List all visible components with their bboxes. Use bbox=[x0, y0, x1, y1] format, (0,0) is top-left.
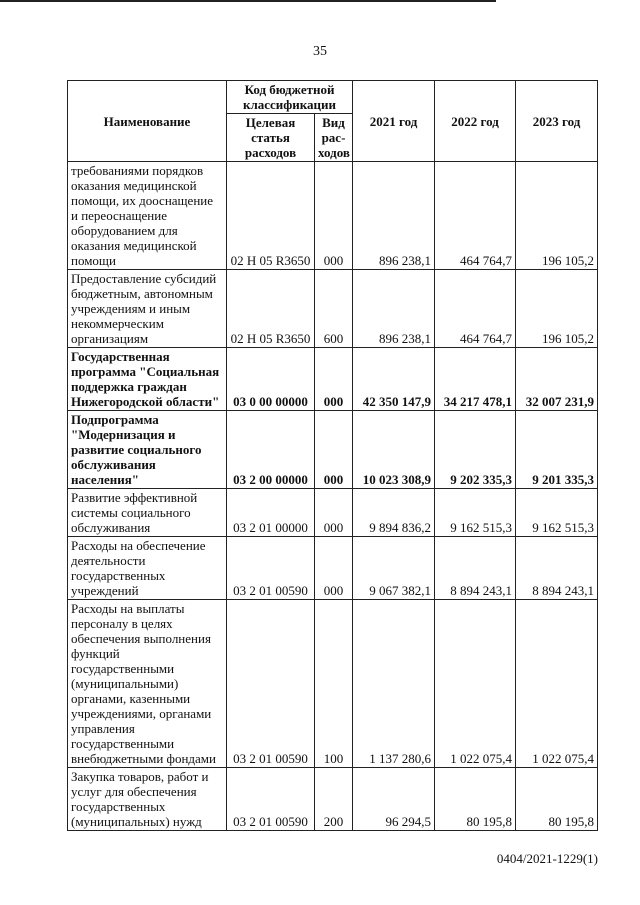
row-expense-type: 000 bbox=[315, 411, 353, 489]
row-value-2022: 1 022 075,4 bbox=[435, 600, 516, 768]
table-row bbox=[68, 768, 598, 831]
table-row bbox=[68, 537, 598, 600]
row-target-code: 03 0 00 00000 bbox=[227, 348, 315, 411]
row-name: Предоставление субсидий бюджетным, автономным учреждениям и иным некоммерческим организациям bbox=[68, 270, 227, 348]
row-target-code: 03 2 00 00000 bbox=[227, 411, 315, 489]
table-row bbox=[68, 162, 598, 270]
row-value-2021: 9 894 836,2 bbox=[353, 489, 435, 537]
row-value-2021: 1 137 280,6 bbox=[353, 600, 435, 768]
row-value-2021: 896 238,1 bbox=[353, 270, 435, 348]
table-row bbox=[68, 270, 598, 348]
row-value-2022: 80 195,8 bbox=[435, 768, 516, 831]
row-expense-type: 000 bbox=[315, 162, 353, 270]
row-name: Закупка товаров, работ и услуг для обеспечения государственных (муниципальных) нужд bbox=[68, 768, 227, 831]
row-target-code: 03 2 01 00590 bbox=[227, 768, 315, 831]
row-target-code: 02 Н 05 R3650 bbox=[227, 162, 315, 270]
table-row bbox=[68, 600, 598, 768]
row-value-2022: 464 764,7 bbox=[435, 162, 516, 270]
row-value-2021: 10 023 308,9 bbox=[353, 411, 435, 489]
row-name: Расходы на выплаты персоналу в целях обеспечения выполнения функций государственными (муниципальными) органами, казенными учреждениями, органами управления государственными внебюджетными фондами bbox=[68, 600, 227, 768]
table-row bbox=[68, 489, 598, 537]
row-value-2023: 32 007 231,9 bbox=[516, 348, 598, 411]
row-value-2022: 9 202 335,3 bbox=[435, 411, 516, 489]
row-target-code: 03 2 01 00000 bbox=[227, 489, 315, 537]
header-expense-type: Вид рас-ходов bbox=[315, 114, 353, 162]
page-number: 35 bbox=[313, 44, 327, 59]
row-value-2021: 896 238,1 bbox=[353, 162, 435, 270]
row-name: Подпрограмма "Модернизация и развитие социального обслуживания населения" bbox=[68, 411, 227, 489]
row-expense-type: 000 bbox=[315, 348, 353, 411]
row-value-2023: 9 162 515,3 bbox=[516, 489, 598, 537]
table-row bbox=[68, 348, 598, 411]
row-target-code: 02 Н 05 R3650 bbox=[227, 270, 315, 348]
row-expense-type: 000 bbox=[315, 537, 353, 600]
row-value-2023: 9 201 335,3 bbox=[516, 411, 598, 489]
row-expense-type: 200 bbox=[315, 768, 353, 831]
header-name: Наименование bbox=[68, 81, 227, 162]
row-value-2022: 8 894 243,1 bbox=[435, 537, 516, 600]
header-2023: 2023 год bbox=[516, 81, 598, 162]
row-name: Расходы на обеспечение деятельности государственных учреждений bbox=[68, 537, 227, 600]
row-value-2023: 80 195,8 bbox=[516, 768, 598, 831]
row-value-2022: 34 217 478,1 bbox=[435, 348, 516, 411]
row-value-2022: 9 162 515,3 bbox=[435, 489, 516, 537]
row-value-2021: 96 294,5 bbox=[353, 768, 435, 831]
row-value-2023: 8 894 243,1 bbox=[516, 537, 598, 600]
row-target-code: 03 2 01 00590 bbox=[227, 537, 315, 600]
header-2021: 2021 год bbox=[353, 81, 435, 162]
header-target-article: Целевая статья расходов bbox=[227, 114, 315, 162]
row-value-2021: 42 350 147,9 bbox=[353, 348, 435, 411]
row-value-2022: 464 764,7 bbox=[435, 270, 516, 348]
row-value-2021: 9 067 382,1 bbox=[353, 537, 435, 600]
row-value-2023: 196 105,2 bbox=[516, 270, 598, 348]
row-value-2023: 1 022 075,4 bbox=[516, 600, 598, 768]
row-name: Развитие эффективной системы социального обслуживания bbox=[68, 489, 227, 537]
row-name: Государственная программа "Социальная поддержка граждан Нижегородской области" bbox=[68, 348, 227, 411]
row-expense-type: 600 bbox=[315, 270, 353, 348]
row-target-code: 03 2 01 00590 bbox=[227, 600, 315, 768]
row-value-2023: 196 105,2 bbox=[516, 162, 598, 270]
header-budget-code: Код бюджетной классификации bbox=[227, 81, 353, 114]
row-expense-type: 000 bbox=[315, 489, 353, 537]
budget-table bbox=[67, 80, 598, 831]
header-2022: 2022 год bbox=[435, 81, 516, 162]
table-row bbox=[68, 411, 598, 489]
row-expense-type: 100 bbox=[315, 600, 353, 768]
top-rule bbox=[0, 0, 496, 2]
document-code: 0404/2021-1229(1) bbox=[496, 851, 598, 866]
row-name: требованиями порядков оказания медицинской помощи, их дооснащение и переоснащение оборудованием для оказания медицинской помощи bbox=[68, 162, 227, 270]
